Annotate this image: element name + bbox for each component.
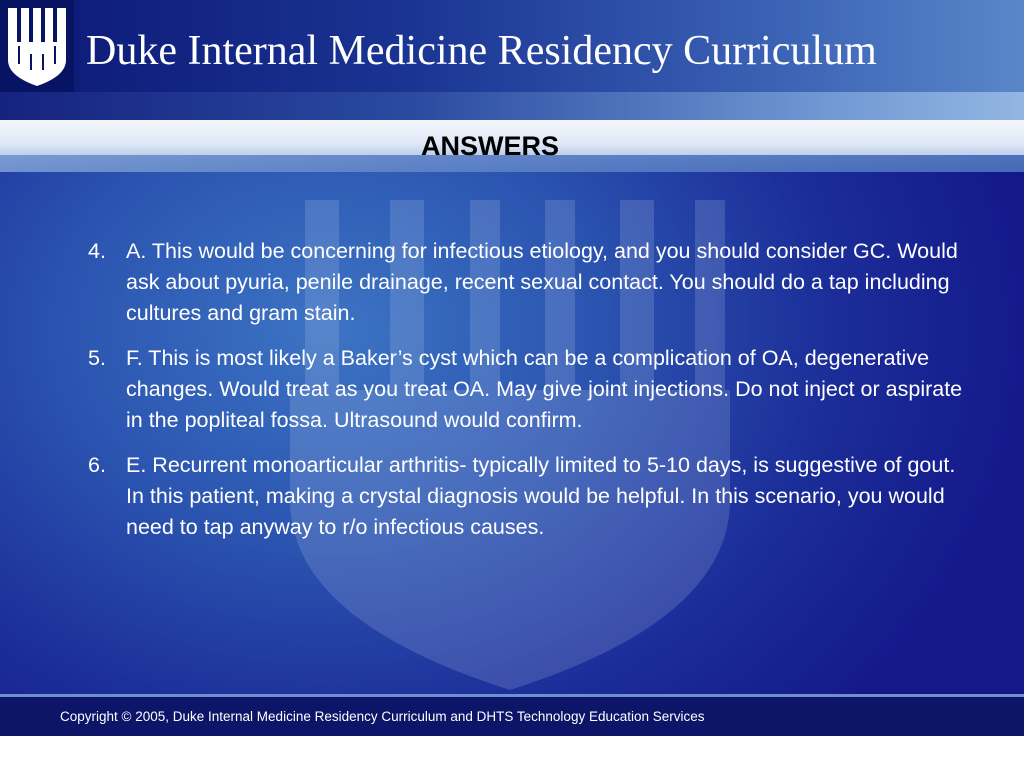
item-number: 6. — [88, 453, 106, 477]
duke-logo — [0, 0, 74, 92]
list-item — [88, 236, 968, 329]
item-text: F. This is most likely a Baker’s cyst which can be a complication of OA, degenerative changes. Would treat as you treat OA. May give joint injections. Do not inject or aspirate in the popliteal fossa. Ultrasound would confirm. — [126, 346, 963, 432]
header-band — [0, 92, 1024, 120]
item-text: E. Recurrent monoarticular arthritis- typically limited to 5-10 days, is suggestive of gout. In this patient, making a crystal diagnosis would be helpful. In this scenario, you would need to tap anyway to r/o infectious causes. — [126, 453, 956, 539]
item-text: A. This would be concerning for infectious etiology, and you should consider GC. Would ask about pyuria, penile drainage, recent sexual contact. You should do a tap including cultures and gram stain. — [126, 239, 958, 325]
answers-list — [88, 236, 968, 557]
item-number: 5. — [88, 346, 106, 370]
item-number: 4. — [88, 239, 106, 263]
slide-title: Duke Internal Medicine Residency Curriculum — [86, 28, 877, 74]
list-item — [88, 450, 968, 543]
list-item — [88, 343, 968, 436]
copyright-text: Copyright © 2005, Duke Internal Medicine Residency Curriculum and DHTS Technology Education Services — [60, 709, 705, 724]
footer-bar — [0, 697, 1024, 736]
section-heading: ANSWERS — [420, 131, 559, 161]
header-bar — [0, 0, 1024, 92]
duke-shield-icon — [0, 0, 74, 92]
